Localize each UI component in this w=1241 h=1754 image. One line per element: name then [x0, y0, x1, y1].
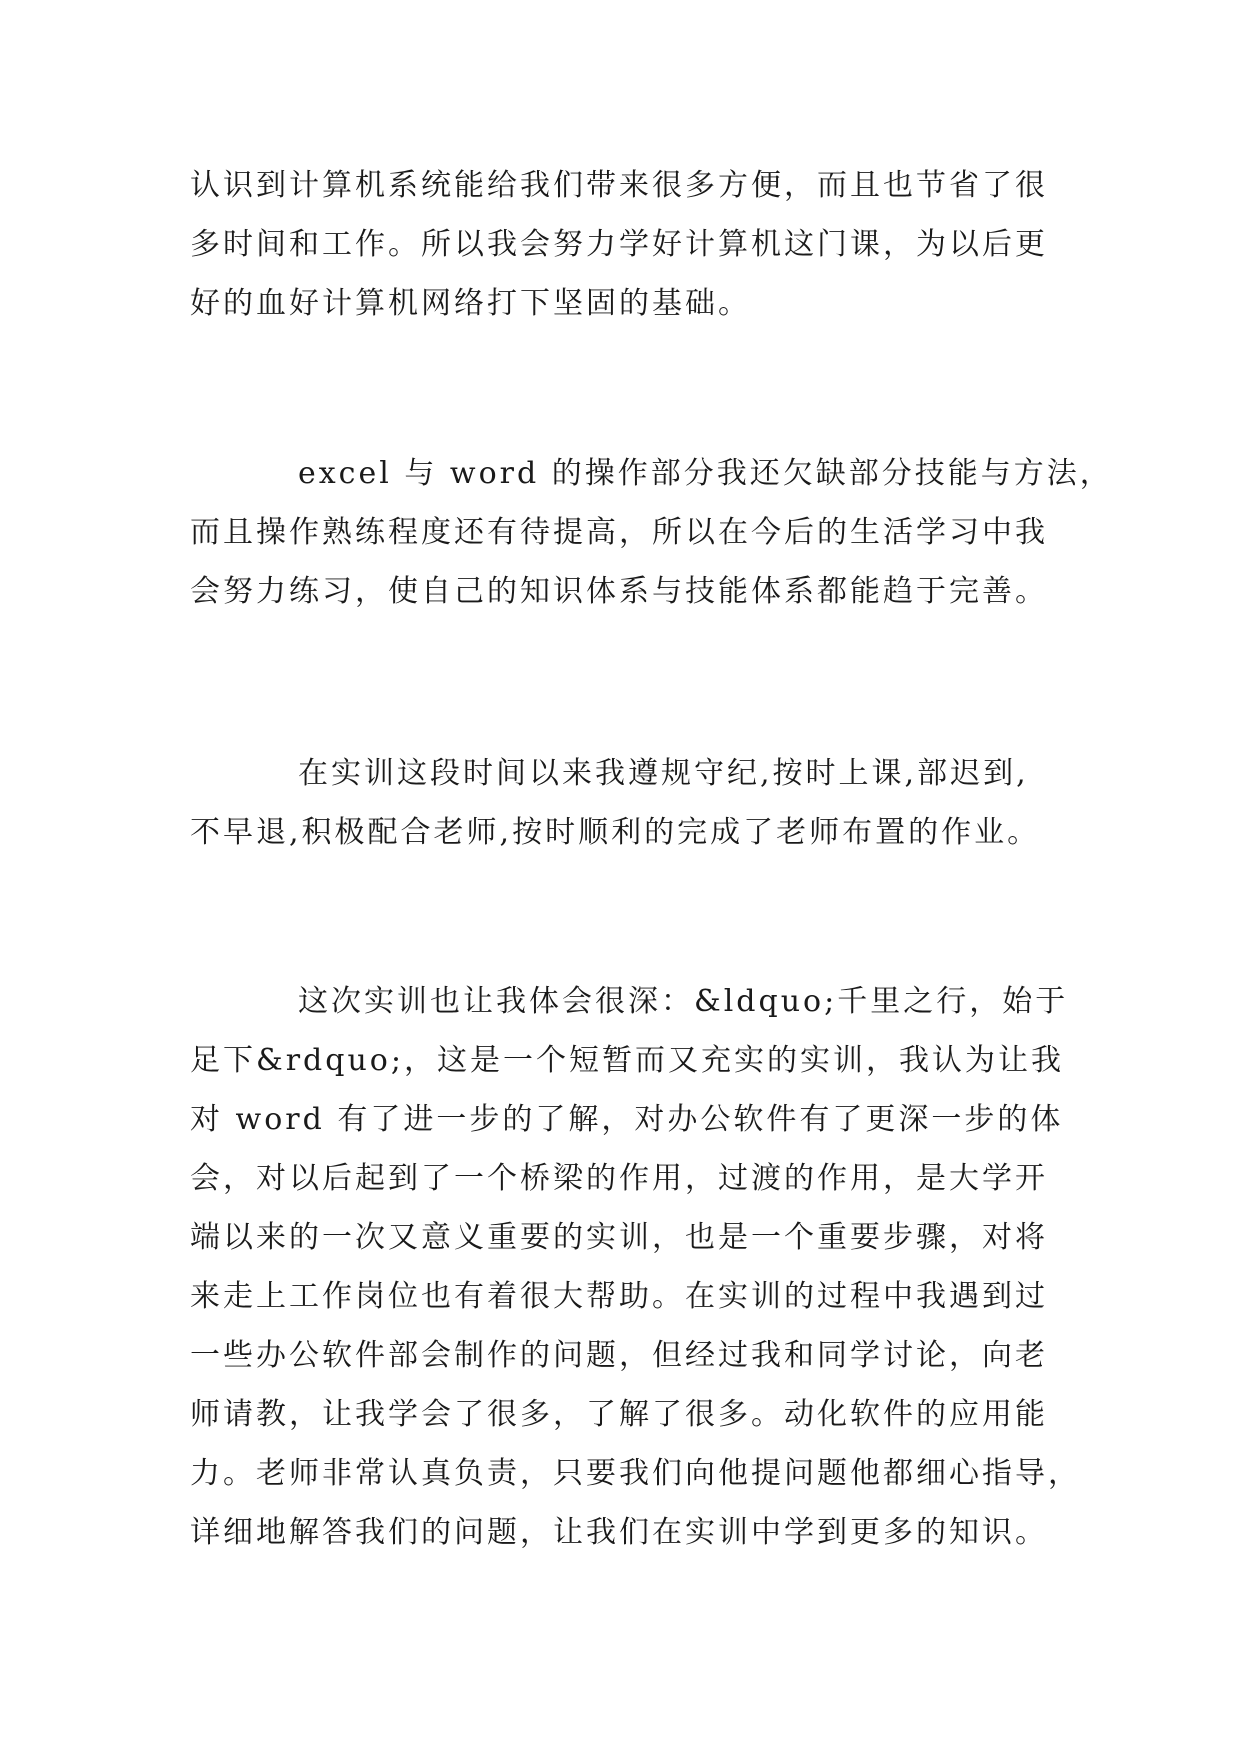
text-line: 来走上工作岗位也有着很大帮助。在实训的过程中我遇到过	[190, 1279, 1048, 1314]
text-line: 好的血好计算机网络打下坚固的基础。	[190, 286, 751, 321]
text-line-indented: 在实训这段时间以来我遵规守纪,按时上课,部迟到,	[298, 756, 1029, 791]
text-line-indented: excel 与 word 的操作部分我还欠缺部分技能与方法，	[298, 456, 1113, 491]
text-line: 端以来的一次又意义重要的实训，也是一个重要步骤，对将	[190, 1220, 1048, 1255]
paragraph-2	[190, 444, 1113, 621]
text-line-indented: 这次实训也让我体会很深：&ldquo;千里之行，始于	[298, 984, 1069, 1019]
text-line: 师请教，让我学会了很多，了解了很多。动化软件的应用能	[190, 1397, 1048, 1432]
text-line: 认识到计算机系统能给我们带来很多方便，而且也节省了很	[190, 168, 1048, 203]
paragraph-1	[190, 156, 1070, 333]
text-line: 对 word 有了进一步的了解，对办公软件有了更深一步的体	[190, 1102, 1064, 1137]
text-line: 详细地解答我们的问题，让我们在实训中学到更多的知识。	[190, 1515, 1048, 1550]
text-line: 而且操作熟练程度还有待提高，所以在今后的生活学习中我	[190, 515, 1048, 550]
text-line: 多时间和工作。所以我会努力学好计算机这门课，为以后更	[190, 227, 1048, 262]
text-line: 足下&rdquo;，这是一个短暂而又充实的实训，我认为让我	[190, 1043, 1064, 1078]
text-line: 力。老师非常认真负责，只要我们向他提问题他都细心指导，	[190, 1456, 1081, 1491]
text-line: 会努力练习，使自己的知识体系与技能体系都能趋于完善。	[190, 574, 1048, 609]
text-line: 不早退,积极配合老师,按时顺利的完成了老师布置的作业。	[190, 815, 1041, 850]
text-line: 会，对以后起到了一个桥梁的作用，过渡的作用，是大学开	[190, 1161, 1048, 1196]
text-line: 一些办公软件部会制作的问题，但经过我和同学讨论，向老	[190, 1338, 1048, 1373]
paragraph-4	[190, 972, 1081, 1562]
paragraph-3	[190, 744, 1070, 862]
